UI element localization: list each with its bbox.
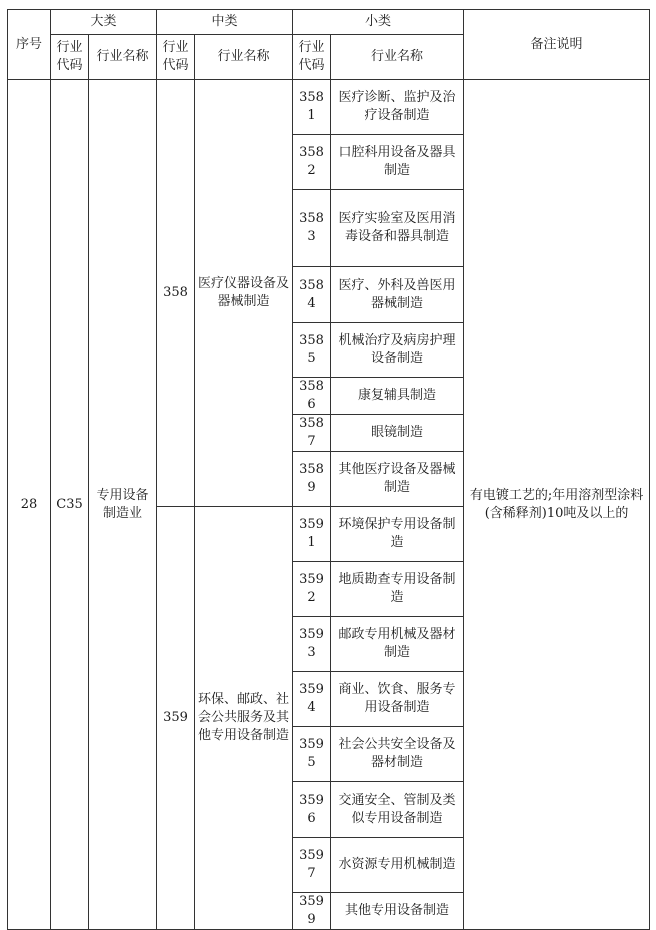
header-major-name: 行业名称 bbox=[89, 35, 157, 80]
minor-code: 3597 bbox=[293, 838, 331, 893]
minor-name: 口腔科用设备及器具制造 bbox=[331, 135, 464, 190]
header-major-code: 行业代码 bbox=[51, 35, 89, 80]
minor-name: 医疗、外科及兽医用器械制造 bbox=[331, 267, 464, 323]
header-minor-name: 行业名称 bbox=[331, 35, 464, 80]
minor-name: 邮政专用机械及器材制造 bbox=[331, 617, 464, 672]
middle-name-358: 医疗仪器设备及器械制造 bbox=[195, 80, 293, 507]
minor-code: 3582 bbox=[293, 135, 331, 190]
minor-name: 医疗实验室及医用消毒设备和器具制造 bbox=[331, 190, 464, 267]
minor-code: 3586 bbox=[293, 378, 331, 415]
major-name: 专用设备制造业 bbox=[89, 80, 157, 930]
header-seq: 序号 bbox=[8, 10, 51, 80]
header-minor-code: 行业代码 bbox=[293, 35, 331, 80]
minor-name: 机械治疗及病房护理设备制造 bbox=[331, 323, 464, 378]
remark-note: 有电镀工艺的;年用溶剂型涂料(含稀释剂)10吨及以上的 bbox=[464, 80, 650, 930]
minor-code: 3595 bbox=[293, 727, 331, 782]
minor-name: 眼镜制造 bbox=[331, 415, 464, 452]
header-middle: 中类 bbox=[157, 10, 293, 35]
row-seq: 28 bbox=[8, 80, 51, 930]
minor-code: 3581 bbox=[293, 80, 331, 135]
minor-name: 康复辅具制造 bbox=[331, 378, 464, 415]
minor-code: 3599 bbox=[293, 893, 331, 930]
minor-name: 社会公共安全设备及器材制造 bbox=[331, 727, 464, 782]
minor-name: 环境保护专用设备制造 bbox=[331, 507, 464, 562]
header-middle-code: 行业代码 bbox=[157, 35, 195, 80]
middle-name-359: 环保、邮政、社会公共服务及其他专用设备制造 bbox=[195, 507, 293, 930]
minor-code: 3594 bbox=[293, 672, 331, 727]
minor-code: 3587 bbox=[293, 415, 331, 452]
minor-name: 交通安全、管制及类似专用设备制造 bbox=[331, 782, 464, 838]
minor-code: 3592 bbox=[293, 562, 331, 617]
minor-code: 3584 bbox=[293, 267, 331, 323]
minor-code: 3591 bbox=[293, 507, 331, 562]
major-code: C35 bbox=[51, 80, 89, 930]
minor-code: 3596 bbox=[293, 782, 331, 838]
minor-name: 医疗诊断、监护及治疗设备制造 bbox=[331, 80, 464, 135]
minor-code: 3583 bbox=[293, 190, 331, 267]
middle-code-358: 358 bbox=[157, 80, 195, 507]
minor-code: 3585 bbox=[293, 323, 331, 378]
minor-name: 水资源专用机械制造 bbox=[331, 838, 464, 893]
header-remark: 备注说明 bbox=[464, 10, 650, 80]
minor-code: 3593 bbox=[293, 617, 331, 672]
header-middle-name: 行业名称 bbox=[195, 35, 293, 80]
minor-name: 其他专用设备制造 bbox=[331, 893, 464, 930]
minor-name: 其他医疗设备及器械制造 bbox=[331, 452, 464, 507]
minor-code: 3589 bbox=[293, 452, 331, 507]
middle-code-359: 359 bbox=[157, 507, 195, 930]
header-major: 大类 bbox=[51, 10, 157, 35]
minor-name: 地质勘查专用设备制造 bbox=[331, 562, 464, 617]
header-minor: 小类 bbox=[293, 10, 464, 35]
industry-classification-table bbox=[7, 9, 650, 930]
minor-name: 商业、饮食、服务专用设备制造 bbox=[331, 672, 464, 727]
